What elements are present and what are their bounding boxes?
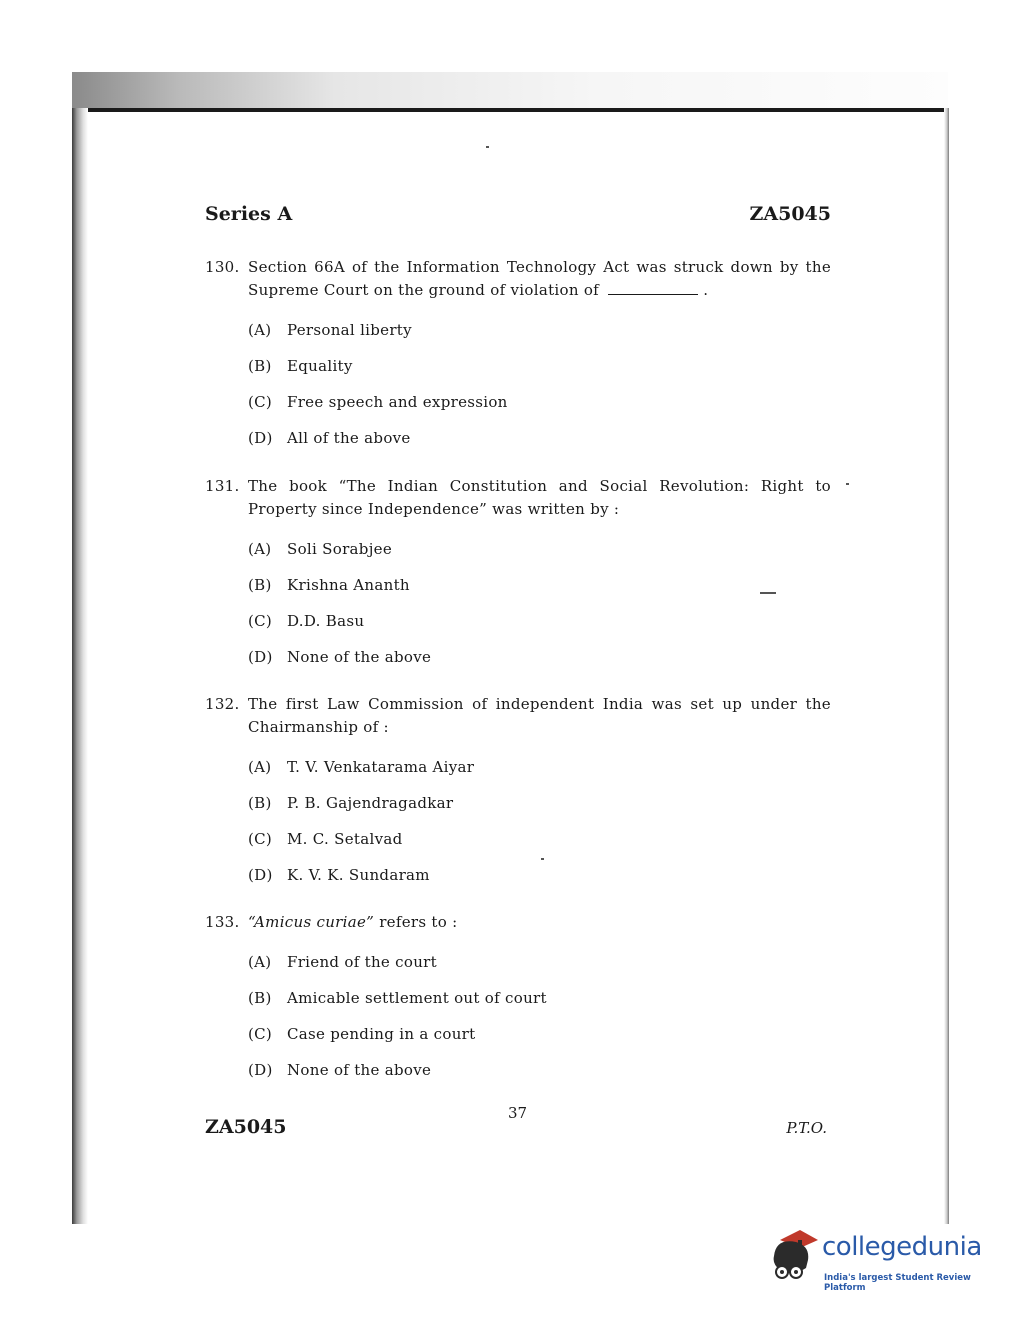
question-text: The first Law Commission of independent India was set up under the Chairmanship of : — [248, 695, 831, 736]
question-131 — [205, 475, 831, 682]
scan-shadow-left — [72, 108, 88, 1224]
option: (B) Krishna Ananth — [248, 576, 410, 594]
latin-term: “Amicus curiae” — [248, 913, 375, 931]
option: (B) P. B. Gajendragadkar — [248, 794, 454, 812]
pto-label: P.T.O. — [786, 1119, 827, 1137]
option: (A) Personal liberty — [248, 321, 412, 339]
option: (B) Equality — [248, 357, 353, 375]
option: (B) Amicable settlement out of court — [248, 989, 547, 1007]
options-list — [248, 756, 831, 900]
option: (A) Friend of the court — [248, 953, 437, 971]
paper-code: ZA5045 — [749, 203, 831, 225]
scan-speck — [846, 483, 849, 485]
options-list — [248, 951, 831, 1095]
option: (C) D.D. Basu — [248, 612, 365, 630]
series-label: Series A — [205, 203, 293, 225]
options-list — [248, 319, 831, 463]
page-number: 37 — [508, 1104, 528, 1122]
question-text: The book “The Indian Constitution and Social Revolution: Right to Property since Independence” was written by : — [248, 477, 831, 518]
footer-paper-code: ZA5045 — [205, 1116, 287, 1138]
question-132 — [205, 693, 831, 900]
page-header — [205, 203, 831, 225]
scan-speck — [760, 592, 776, 594]
option: (D) K. V. K. Sundaram — [248, 866, 430, 884]
collegedunia-logo[interactable] — [766, 1226, 990, 1293]
option: (D) None of the above — [248, 1061, 432, 1079]
mascot-icon — [766, 1226, 822, 1286]
option: (C) M. C. Setalvad — [248, 830, 403, 848]
scan-speck — [541, 858, 544, 860]
option: (C) Case pending in a court — [248, 1025, 476, 1043]
logo-wordmark: collegedunia — [822, 1232, 982, 1262]
question-number: 131. — [205, 477, 240, 495]
option: (A) Soli Sorabjee — [248, 540, 392, 558]
option: (A) T. V. Venkatarama Aiyar — [248, 758, 475, 776]
option: (D) All of the above — [248, 429, 411, 447]
question-number: 133. — [205, 913, 240, 931]
scan-speck — [486, 146, 489, 148]
answer-blank — [608, 280, 698, 295]
question-number: 132. — [205, 695, 240, 713]
page-footer — [205, 1104, 831, 1144]
option: (D) None of the above — [248, 648, 432, 666]
question-130 — [205, 256, 831, 463]
logo-tagline: India's largest Student Review Platform — [824, 1273, 971, 1293]
question-text: “Amicus curiae” refers to : — [248, 913, 458, 931]
scan-shadow-right — [944, 108, 949, 1224]
scan-shadow-top — [72, 72, 948, 112]
options-list — [248, 538, 831, 682]
question-133 — [205, 911, 831, 1095]
option: (C) Free speech and expression — [248, 393, 508, 411]
question-number: 130. — [205, 258, 240, 276]
question-text: Section 66A of the Information Technology Act was struck down by the Supreme Court on the ground of violation of . — [248, 258, 831, 299]
